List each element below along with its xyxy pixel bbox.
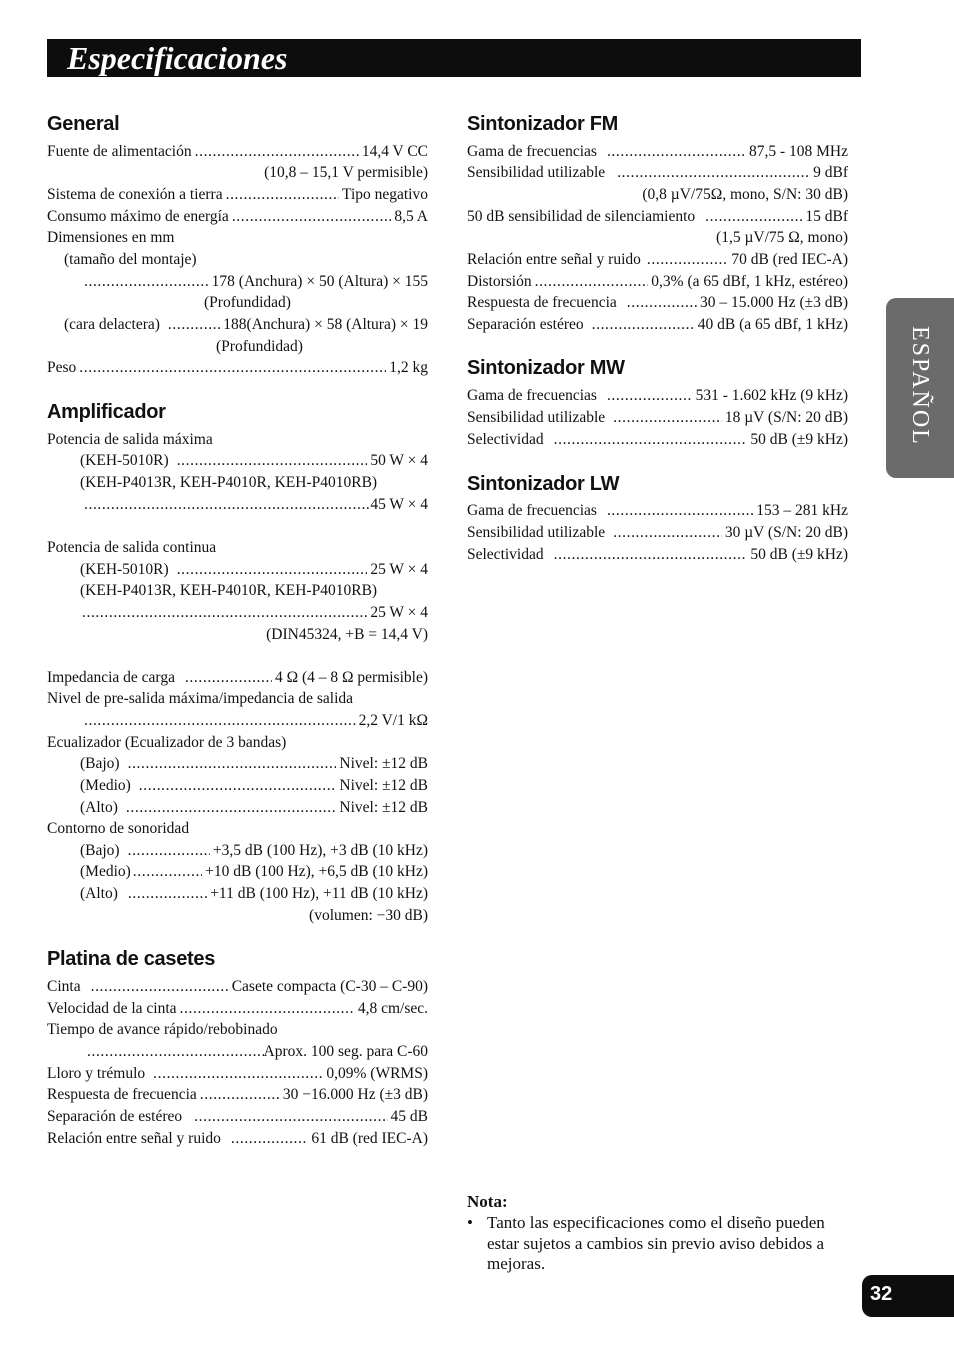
spec-note: (Profundidad) bbox=[204, 294, 291, 311]
spec-value: 153 – 281 kHz bbox=[756, 502, 848, 519]
spec-label: Selectividad bbox=[467, 431, 544, 448]
spec-label: Lloro y trémulo bbox=[47, 1065, 146, 1082]
spec-value: 61 dB (red IEC-A) bbox=[311, 1130, 428, 1147]
spec-row-mw-sens bbox=[467, 408, 848, 428]
spec-label: (KEH-P4013R, KEH-P4010R, KEH-P4010RB) bbox=[80, 582, 378, 599]
spec-row-fm-sep bbox=[467, 315, 848, 335]
spec-label: (tamaño del montaje) bbox=[64, 251, 197, 268]
spec-label: Gama de frecuencias bbox=[467, 143, 597, 160]
spec-row-lw-sens bbox=[467, 523, 848, 543]
spec-value: 70 dB (red IEC-A) bbox=[731, 251, 848, 268]
spec-row-fm-snr bbox=[467, 250, 848, 270]
spec-value: 50 dB (±9 kHz) bbox=[750, 431, 848, 448]
spec-row-consumption bbox=[47, 207, 428, 227]
spec-label: Fuente de alimentación bbox=[47, 143, 192, 160]
spec-value: 178 (Anchura) × 50 (Altura) × 155 bbox=[211, 273, 428, 290]
page-number: 32 bbox=[870, 1283, 893, 1305]
spec-label: Relación entre señal y ruido bbox=[47, 1130, 221, 1147]
spec-row-fm-dist bbox=[467, 272, 848, 292]
spec-note: (1,5 µV/75 Ω, mono) bbox=[716, 229, 848, 246]
spec-label: (Alto) bbox=[80, 799, 118, 816]
spec-value: 2,2 V/1 kΩ bbox=[358, 712, 428, 729]
spec-row-speed bbox=[47, 999, 428, 1019]
spec-label: (Medio) bbox=[80, 777, 131, 794]
spec-row-fm-freq bbox=[467, 293, 848, 313]
spec-label: Relación entre señal y ruido bbox=[467, 251, 641, 268]
spec-row-dims-face bbox=[64, 315, 428, 335]
spec-value: 188(Anchura) × 58 (Altura) × 19 bbox=[223, 316, 428, 333]
spec-value: 50 W × 4 bbox=[370, 452, 428, 469]
spec-value: 40 dB (a 65 dBf, 1 kHz) bbox=[697, 316, 848, 333]
spec-row-freq bbox=[47, 1085, 428, 1105]
spec-row-loud-mid bbox=[80, 862, 428, 882]
spec-row-fm-quiet bbox=[467, 207, 848, 227]
spec-row-preout bbox=[84, 711, 428, 731]
spec-row-sep bbox=[47, 1107, 428, 1127]
section-heading-cassette: Platina de casetes bbox=[47, 948, 216, 970]
spec-value: Tipo negativo bbox=[342, 186, 428, 203]
spec-note: (Profundidad) bbox=[216, 338, 303, 355]
spec-label: Selectividad bbox=[467, 546, 544, 563]
spec-row-eq-high bbox=[80, 798, 428, 818]
spec-label: Gama de frecuencias bbox=[467, 387, 597, 404]
spec-value: +3,5 dB (100 Hz), +3 dB (10 kHz) bbox=[212, 842, 428, 859]
spec-label: Nivel de pre-salida máxima/impedancia de salida bbox=[47, 690, 354, 707]
spec-row-ff bbox=[87, 1042, 428, 1062]
spec-row-lw-range bbox=[467, 501, 848, 521]
spec-row-eq-low bbox=[80, 754, 428, 774]
spec-value: 18 µV (S/N: 20 dB) bbox=[724, 409, 848, 426]
spec-label: Cinta bbox=[47, 978, 81, 995]
spec-label: (Alto) bbox=[80, 885, 118, 902]
spec-label: Distorsión bbox=[467, 273, 532, 290]
spec-value: 45 W × 4 bbox=[370, 496, 428, 513]
note-heading: Nota: bbox=[467, 1192, 508, 1211]
spec-value: Nivel: ±12 dB bbox=[339, 755, 428, 772]
spec-label: Consumo máximo de energía bbox=[47, 208, 229, 225]
spec-value: 15 dBf bbox=[805, 208, 848, 225]
spec-value: 0,09% (WRMS) bbox=[326, 1065, 428, 1082]
spec-label: Separación estéreo bbox=[467, 316, 584, 333]
spec-row-ground bbox=[47, 185, 428, 205]
spec-value: Aprox. 100 seg. para C-60 bbox=[263, 1043, 428, 1060]
spec-value: 30 µV (S/N: 20 dB) bbox=[724, 524, 848, 541]
spec-label: Ecualizador (Ecualizador de 3 bandas) bbox=[47, 734, 287, 751]
spec-label: Gama de frecuencias bbox=[467, 502, 597, 519]
spec-label: Sistema de conexión a tierra bbox=[47, 186, 223, 203]
spec-value: 45 dB bbox=[390, 1108, 428, 1125]
spec-label: Impedancia de carga bbox=[47, 669, 175, 686]
spec-value: 0,3% (a 65 dBf, 1 kHz, estéreo) bbox=[651, 273, 848, 290]
spec-label: (Medio) bbox=[80, 863, 131, 880]
spec-value: 8,5 A bbox=[394, 208, 428, 225]
spec-label: Velocidad de la cinta bbox=[47, 1000, 177, 1017]
spec-value: 9 dBf bbox=[813, 164, 848, 181]
spec-value: 1,2 kg bbox=[389, 359, 428, 376]
spec-label: Dimensiones en mm bbox=[47, 229, 175, 246]
page-title: Especificaciones bbox=[67, 40, 288, 76]
spec-row-tape bbox=[47, 977, 428, 997]
spec-value: 25 W × 4 bbox=[370, 561, 428, 578]
spec-row-mw-range bbox=[467, 386, 848, 406]
language-tab-label: ESPAÑOL bbox=[907, 326, 933, 446]
spec-row-dims-mount bbox=[84, 272, 428, 292]
spec-value: +11 dB (100 Hz), +11 dB (10 kHz) bbox=[210, 885, 428, 902]
spec-note: (DIN45324, +B = 14,4 V) bbox=[266, 626, 428, 643]
spec-row-max-out-1 bbox=[80, 451, 428, 471]
spec-label: (KEH-5010R) bbox=[80, 452, 169, 469]
spec-label: (KEH-P4013R, KEH-P4010R, KEH-P4010RB) bbox=[80, 474, 378, 491]
spec-label: Separación de estéreo bbox=[47, 1108, 183, 1125]
page-number-tab bbox=[862, 1275, 954, 1317]
spec-note: (10,8 – 15,1 V permisible) bbox=[264, 164, 428, 181]
section-heading-mw: Sintonizador MW bbox=[467, 357, 625, 379]
spec-row-wow bbox=[47, 1064, 428, 1084]
spec-row-cont-out-1 bbox=[80, 560, 428, 580]
spec-label: (Bajo) bbox=[80, 755, 120, 772]
spec-value: +10 dB (100 Hz), +6,5 dB (10 kHz) bbox=[205, 863, 428, 880]
spec-value: 30 – 15.000 Hz (±3 dB) bbox=[700, 294, 848, 311]
spec-note: (volumen: −30 dB) bbox=[309, 907, 428, 924]
spec-label: (KEH-5010R) bbox=[80, 561, 169, 578]
page-title-bar bbox=[47, 39, 861, 77]
section-heading-general: General bbox=[47, 113, 120, 135]
section-heading-amplifier: Amplificador bbox=[47, 401, 166, 423]
spec-row-fm-range bbox=[467, 142, 848, 162]
spec-row-lw-sel bbox=[467, 545, 848, 565]
spec-row-loud-low bbox=[80, 841, 428, 861]
spec-row-snr bbox=[47, 1129, 428, 1149]
spec-label: Contorno de sonoridad bbox=[47, 820, 190, 837]
section-heading-fm: Sintonizador FM bbox=[467, 113, 619, 135]
spec-label: Respuesta de frecuencia bbox=[47, 1086, 197, 1103]
spec-row-mw-sel bbox=[467, 430, 848, 450]
spec-label: Peso bbox=[47, 359, 77, 376]
spec-value: 87,5 - 108 MHz bbox=[748, 143, 848, 160]
spec-row-cont-out-2 bbox=[82, 603, 428, 623]
section-heading-lw: Sintonizador LW bbox=[467, 473, 620, 495]
spec-label: (Bajo) bbox=[80, 842, 120, 859]
language-tab bbox=[886, 298, 954, 478]
spec-label: (cara delactera) bbox=[64, 316, 160, 333]
spec-row-impedance bbox=[47, 668, 428, 688]
spec-note: (0,8 µV/75Ω, mono, S/N: 30 dB) bbox=[642, 186, 848, 203]
spec-label: Tiempo de avance rápido/rebobinado bbox=[47, 1021, 278, 1038]
spec-value: 30 −16.000 Hz (±3 dB) bbox=[282, 1086, 428, 1103]
spec-row-power bbox=[47, 142, 428, 162]
spec-value: 4 Ω (4 – 8 Ω permisible) bbox=[274, 669, 428, 686]
spec-row-eq-mid bbox=[80, 776, 428, 796]
spec-label: Respuesta de frecuencia bbox=[467, 294, 617, 311]
spec-value: 25 W × 4 bbox=[370, 604, 428, 621]
note-text: Tanto las especificaciones como el diseño pueden estar sujetos a cambios sin previo aviso debidos a mejoras. bbox=[487, 1213, 825, 1273]
spec-row-loud-high bbox=[80, 884, 428, 904]
spec-label: Sensibilidad utilizable bbox=[467, 409, 606, 426]
note-bullet: • bbox=[467, 1213, 473, 1232]
spec-row-max-out-2 bbox=[84, 495, 428, 515]
spec-value: Nivel: ±12 dB bbox=[339, 777, 428, 794]
spec-label: Sensibilidad utilizable bbox=[467, 164, 606, 181]
spec-row-fm-sens bbox=[467, 163, 848, 183]
spec-label: 50 dB sensibilidad de silenciamiento bbox=[467, 208, 696, 225]
spec-row-weight bbox=[47, 358, 428, 378]
spec-value: Casete compacta (C-30 – C-90) bbox=[231, 978, 428, 995]
spec-value: 50 dB (±9 kHz) bbox=[750, 546, 848, 563]
spec-label: Potencia de salida máxima bbox=[47, 431, 213, 448]
spec-value: 4,8 cm/sec. bbox=[357, 1000, 428, 1017]
spec-label: Potencia de salida continua bbox=[47, 539, 217, 556]
spec-value: 531 - 1.602 kHz (9 kHz) bbox=[695, 387, 848, 404]
spec-value: 14,4 V CC bbox=[361, 143, 428, 160]
spec-value: Nivel: ±12 dB bbox=[339, 799, 428, 816]
spec-label: Sensibilidad utilizable bbox=[467, 524, 606, 541]
